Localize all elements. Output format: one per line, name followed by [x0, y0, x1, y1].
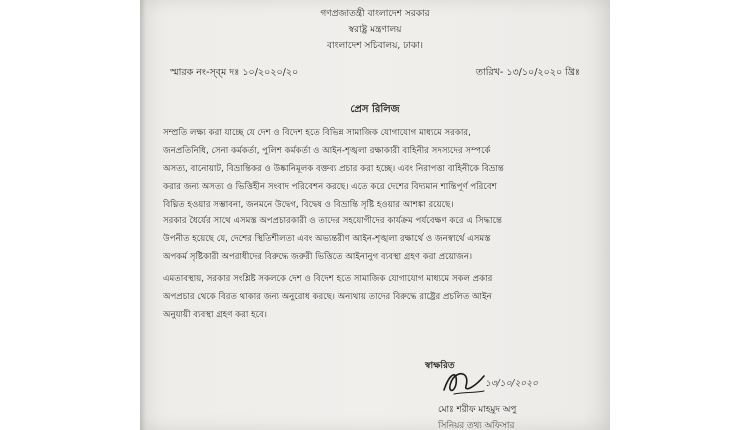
paper-edge-shadow [140, 0, 146, 430]
memo-reference: স্মারক নং-স্ব্ম দঃ ১০/২০২০/২০ [170, 67, 299, 78]
paragraph-line: সরকার ধৈর্যের সাথে এসমস্ত অপপ্রচারকারী ও তাদের সহযোগীদের কার্যক্রম পর্যবেক্ষণ করে এ সিদ্ধান্তে [163, 216, 502, 226]
signed-label: স্বাক্ষরিত [425, 361, 455, 371]
paragraph-1 [163, 124, 601, 214]
paragraph-line: অনুযায়ী ব্যবস্থা গ্রহণ করা হবে। [163, 310, 267, 320]
signatory-name: মোঃ শরীফ মাহমুদ অপু [438, 405, 517, 415]
press-release-title: প্রেস রিলিজ [350, 104, 400, 115]
press-release-document [140, 0, 610, 430]
paragraph-line: সম্প্রতি লক্ষ্য করা যাচ্ছে যে দেশ ও বিদেশ হতে বিভিন্ন সামাজিক যোগাযোগ মাধ্যমে সরকার, [163, 128, 471, 138]
paragraph-line: বিঘ্নিত হওয়ার সম্ভাবনা, জনমনে উদ্বেগ, বিদ্বেষ ও বিভ্রান্তি সৃষ্টি হওয়ার আশঙ্কা রয়েছে। [163, 200, 454, 210]
secretariat-header: বাংলাদেশ সচিবালয়, ঢাকা। [327, 41, 423, 51]
signature-date: ১৩/১০/২০২০ [485, 379, 538, 389]
paragraph-line: জনপ্রতিনিধি, সেনা কর্মকর্তা, পুলিশ কর্মকর্তা ও আইন-শৃঙ্খলা রক্ষাকারী বাহিনীর সদস্যদের সম্পর্কে [163, 146, 491, 156]
paragraph-line: অপপ্রচার থেকে বিরত থাকার জন্য অনুরোধ করছে। অন্যথায় তাদের বিরুদ্ধে রাষ্ট্রের প্রচলিত আইন [163, 292, 492, 302]
paragraph-3 [163, 270, 601, 324]
paragraph-line: উপনীত হয়েছে যে, দেশের স্থিতিশীলতা এবং অভ্যন্তরীণ আইন-শৃঙ্খলা রক্ষার্থে ও জনস্বার্থে এসমস্ত [163, 234, 491, 244]
paragraph-line: এমতাবস্থায়, সরকার সংশ্লিষ্ট সকলকে দেশ ও বিদেশ হতে সামাজিক যোগাযোগ মাধ্যমে সকল প্রকার [163, 274, 493, 284]
memo-date: তারিখ- ১৩/১০/২০২০ খ্রিঃ [475, 67, 580, 78]
signatory-designation: সিনিয়র তথ্য অফিসার [438, 421, 515, 430]
ministry-header: স্বরাষ্ট্র মন্ত্রণালয় [348, 25, 402, 35]
paragraph-line: করার জন্য অসত্য ও ভিত্তিহীন সংবাদ পরিবেশন করছে। এতে করে দেশের বিদ্যমান শান্তিপূর্ণ পরিবেশ [163, 182, 497, 192]
paragraph-line: অপকর্ম সৃষ্টিকারী অপরাধীদের বিরুদ্ধে জরুরী ভিত্তিতে আইনানুগ ব্যবস্থা গ্রহণ করা প্রয়োজন। [163, 252, 473, 262]
paragraph-line: অসত্য, বানোয়াট, বিভ্রান্তিকর ও উষ্কানিমূলক বক্তব্য প্রচার করা হচ্ছে। এবং নিরাপত্তা বাহিনীকে বিভ্রান্ত [163, 164, 504, 174]
government-header: গণপ্রজাতন্ত্রী বাংলাদেশ সরকার [320, 9, 430, 19]
paragraph-2 [163, 212, 601, 266]
handwritten-signature-icon [440, 366, 488, 398]
